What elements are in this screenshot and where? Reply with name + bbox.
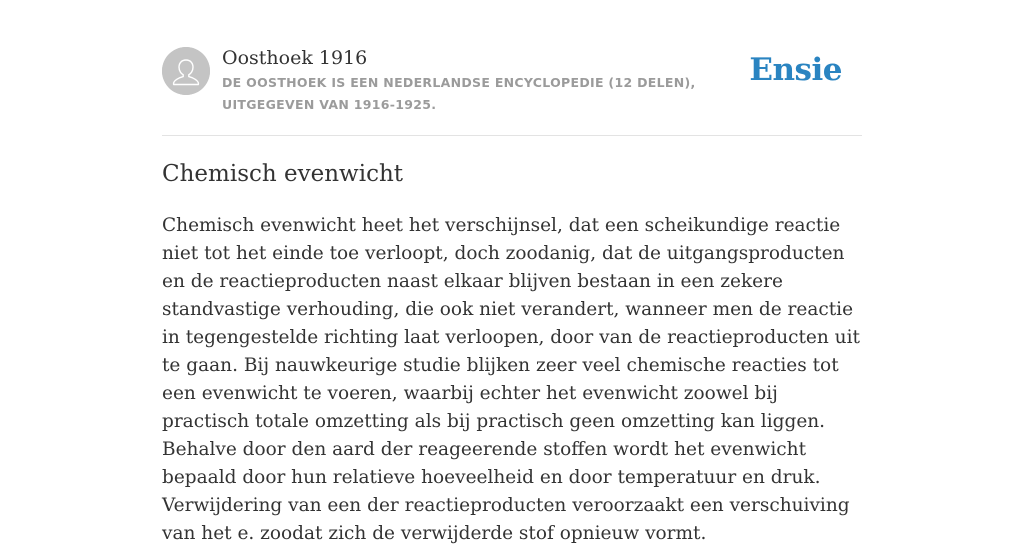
- ensie-logo-link[interactable]: Ensie: [749, 52, 842, 88]
- header-divider: [162, 135, 862, 136]
- source-avatar[interactable]: [162, 47, 210, 95]
- user-silhouette-icon: [162, 47, 210, 95]
- source-header: [162, 44, 862, 136]
- article-body: Chemisch evenwicht heet het verschijnsel, dat een scheikundige reactie niet tot het einde toe verloopt, doch zoodanig, dat de uitgangsproducten en de reactieproducten naast elkaar blijven bestaan in een zekere standvastige verhouding, die ook niet verandert, wanneer men de reactie in tegengestelde richting laat verloopen, door van de reactieproducten uit te gaan. Bij nauwkeurige studie blijken zeer veel chemische reacties tot een evenwicht te voeren, waarbij echter het evenwicht zoowel bij practisch totale omzetting als bij practisch geen omzetting kan liggen. Behalve door den aard der reageerende stoffen wordt het evenwicht bepaald door hun relatieve hoeveelheid en door temperatuur en druk. Verwijdering van een der reactieproducten veroorzaakt een verschuiving van het e. zoodat zich de verwijderde stof opnieuw vormt.: [162, 215, 860, 544]
- source-description: DE OOSTHOEK IS EEN NEDERLANDSE ENCYCLOPEDIE (12 DELEN), UITGEGEVEN VAN 1916-1925.: [222, 75, 696, 112]
- source-title[interactable]: Oosthoek 1916: [222, 47, 368, 69]
- article-title: Chemisch evenwicht: [162, 161, 404, 187]
